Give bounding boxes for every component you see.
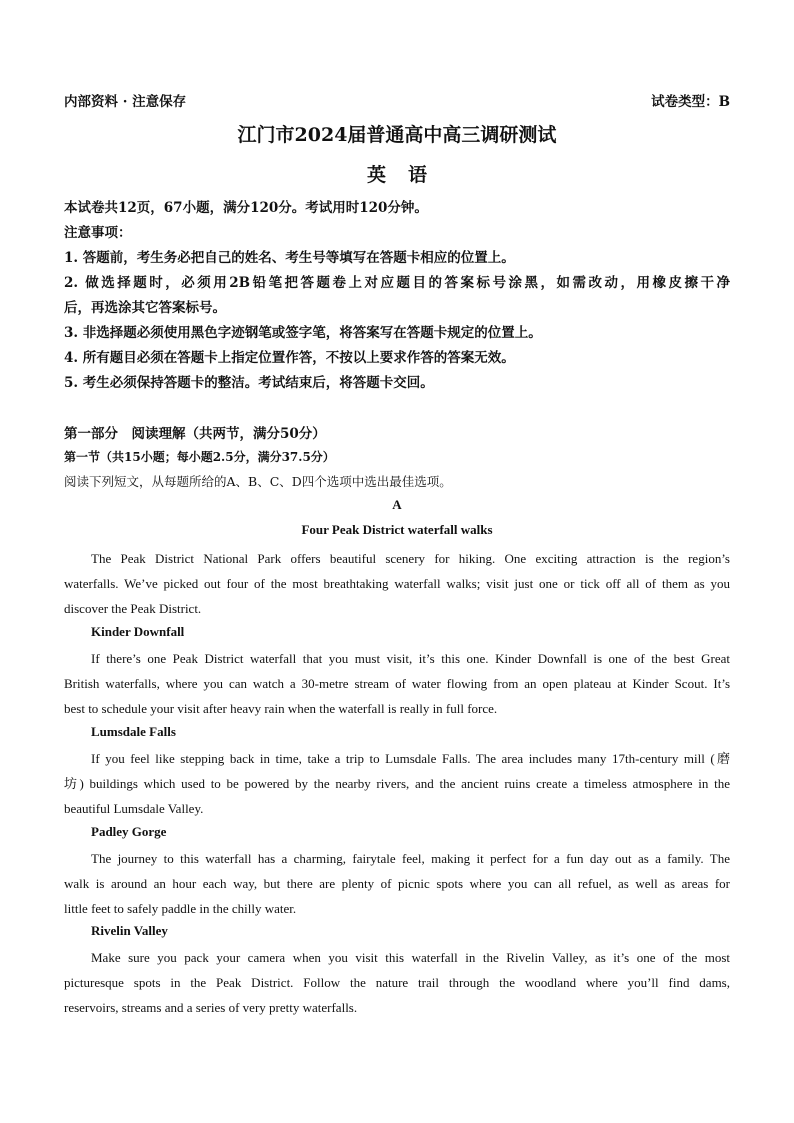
section-body [64, 846, 730, 921]
exam-notice [64, 196, 730, 396]
part-title: 第一部分 阅读理解（共两节，满分50分） [64, 426, 326, 442]
exam-page [64, 0, 730, 1123]
subject-title: 英语 [366, 164, 449, 186]
text-line: waterfalls. We’ve picked out four of the most breathtaking waterfall walks; visit just one or tick off all of them as you [64, 576, 730, 591]
notice-heading: 注意事项： [64, 225, 132, 241]
text-line: The journey to this waterfall has a charming, fairytale feel, making it perfect for a fun day out as a family. The [91, 851, 730, 866]
text-line: reservoirs, streams and a series of very pretty waterfalls. [64, 1000, 358, 1015]
text-line: picturesque spots in the Peak District. Follow the nature trail through the woodland where you’ll find dams, [64, 975, 730, 990]
notice-item: 1. 答题前，考生务必把自己的姓名、考生号等填写在答题卡相应的位置上。 [64, 250, 515, 266]
passage-title: Four Peak District waterfall walks [301, 522, 493, 537]
text-line: beautiful Lumsdale Valley. [64, 801, 204, 816]
section-heading: Rivelin Valley [91, 923, 168, 938]
notice-item: 5. 考生必须保持答题卡的整洁。考试结束后，将答题卡交回。 [64, 375, 434, 391]
text-line: If you feel like stepping back in time, take a trip to Lumsdale Falls. The area includes many 17th-century mill (磨 [91, 751, 730, 766]
confidential-label: 内部资料 · 注意保存 [64, 94, 187, 110]
page-header [64, 90, 730, 110]
paper-type-label: 试卷类型：B [651, 94, 730, 110]
text-line: little feet to safely paddle in the chilly water. [64, 901, 297, 916]
notice-item-continued: 后，再选涂其它答案标号。 [64, 300, 226, 316]
passage-letter: A [392, 497, 402, 512]
text-line: The Peak District National Park offers beautiful scenery for hiking. One exciting attraction is the region’s [91, 551, 730, 566]
section-title: 第一节（共15小题；每小题2.5分，满分37.5分） [64, 450, 335, 464]
text-line: best to schedule your visit after heavy rain when the waterfall is really in full force. [64, 701, 498, 716]
exam-title: 江门市2024届普通高中高三调研测试 [237, 124, 557, 146]
text-line: British waterfalls, where you can watch a 30-metre stream of water flowing from an open plateau at Kinder Scout. It’s [64, 676, 730, 691]
passage-intro [64, 546, 730, 621]
notice-item: 4. 所有题目必须在答题卡上指定位置作答，不按以上要求作答的答案无效。 [64, 350, 515, 366]
section-instruction: 阅读下列短文，从每题所给的A、B、C、D四个选项中选出最佳选项。 [64, 474, 452, 489]
text-line: discover the Peak District. [64, 601, 202, 616]
text-line: Make sure you pack your camera when you visit this waterfall in the Rivelin Valley, as it’s one of the most [91, 950, 730, 965]
section-heading: Lumsdale Falls [91, 724, 176, 739]
text-line: walk is around an hour each way, but there are plenty of picnic spots where you can all refuel, as well as areas for [64, 876, 730, 891]
section-heading: Padley Gorge [91, 824, 167, 839]
section-body [64, 746, 730, 821]
text-line: If there’s one Peak District waterfall that you must visit, it’s this one. Kinder Downfall is one of the best Great [91, 651, 730, 666]
notice-intro: 本试卷共12页，67小题，满分120分。考试用时120分钟。 [64, 200, 428, 216]
section-heading: Kinder Downfall [91, 624, 185, 639]
notice-item: 3. 非选择题必须使用黑色字迹钢笔或签字笔，将答案写在答题卡规定的位置上。 [64, 325, 542, 341]
text-line: 坊) buildings which used to be powered by the nearby rivers, and the ancient ruins create a timeless atmosphere in the [64, 776, 730, 791]
section-body [64, 945, 730, 1020]
section-body [64, 646, 730, 721]
notice-item: 2. 做选择题时，必须用2B铅笔把答题卷上对应题目的答案标号涂黑，如需改动，用橡皮擦干净 [64, 275, 730, 291]
